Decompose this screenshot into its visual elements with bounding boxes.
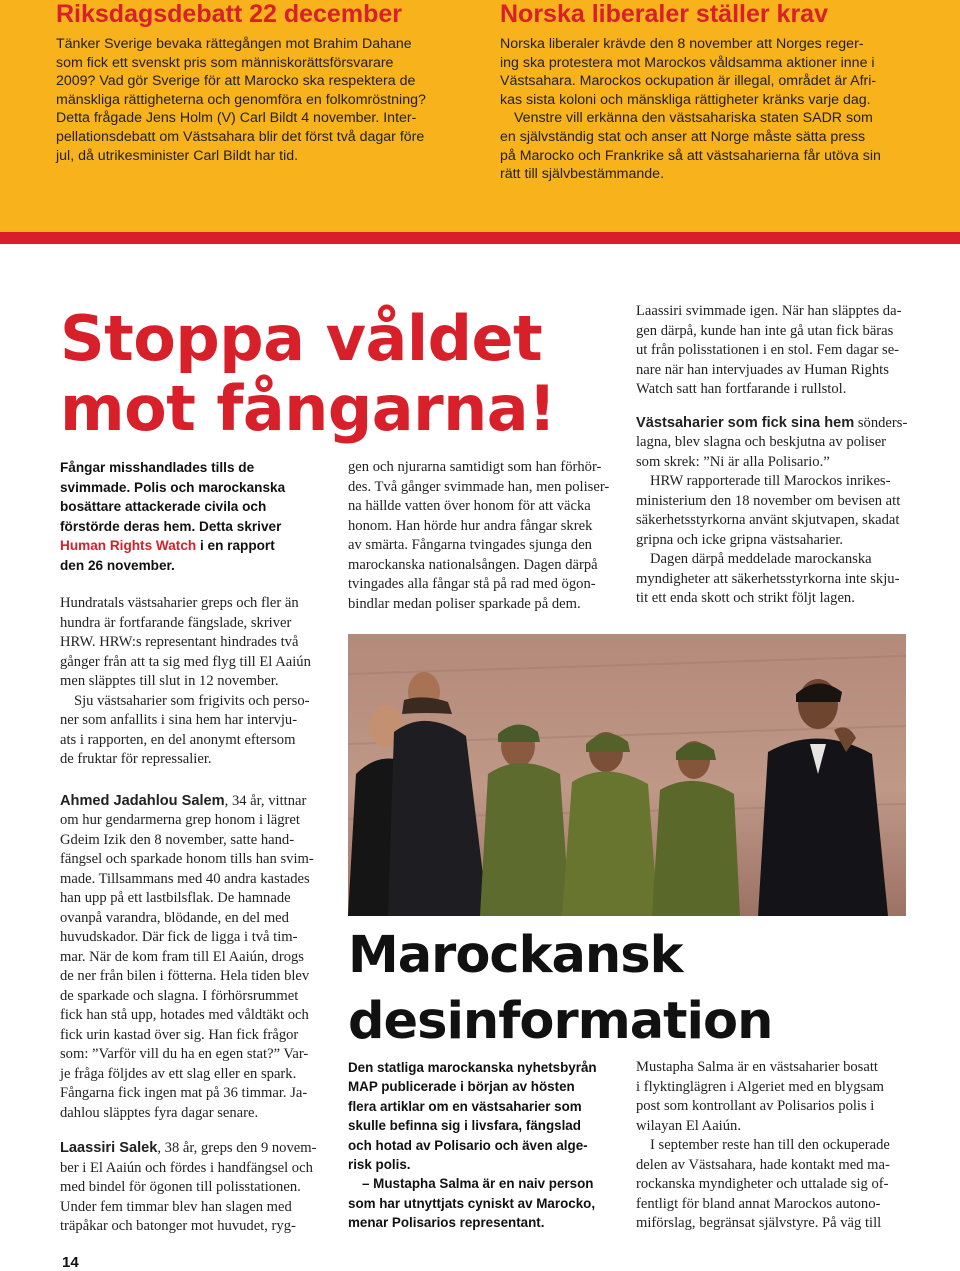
box-text-norska: Norska liberaler krävde den 8 november att Norges reger- ing ska protestera mot Marockos våldsamma aktioner inne i Västsahara. Marockos ockupation är illegal, området är Afri- kas sista koloni och mänskliga rättigheter kränks varje dag. Venstre vill erkänna den västsahariska staten SADR som en självständig stat och anser att Norge måste sätta press på Marocko och Frankrike så att västsaharierna får utöva sin rätt till självbestämmande. (500, 36, 881, 183)
paragraph-dagen-darpa: Dagen därpå meddelade marockanska myndigheter att säkerhetsstyrkorna inte skju- tit ett enda skott och strikt följt lagen. (636, 551, 900, 606)
box-text-riksdagsdebatt: Tänker Sverige bevaka rättegången mot Brahim Dahane som fick ett svenskt pris som människorättsförsvarare 2009? Vad gör Sverige för att Marocko ska respektera de mänskliga rättigheterna och genomföra en folkomröstning? Detta frågade Jens Holm (V) Carl Bildt 4 november. Inter- pellationsdebatt om Västsahara blir det först två dagar före jul, då utrikesminister Carl Bildt har tid. (56, 36, 426, 164)
name-laassiri: Laassiri Salek (60, 1140, 158, 1156)
article2-lead: Den statliga marockanska nyhetsbyrån MAP publicerade i början av hösten flera artiklar om en västsaharier som skulle befinna sig i livsfara, fängslad och hotad av Polisario och även alge- risk polis. – Mustapha Salma är en naiv person som har utnyttjats cyniskt av Marocko, menar Polisarios representant. (348, 1060, 597, 1231)
paragraph-laassiri-cont: Laassiri svimmade igen. När han släpptes da- gen därpå, kunde han inte gå utan fick bäras ut från polisstationen i en stol. Fem dagar se- nare när han intervjuades av Human Rights Watch satt han fortfarande i rullstol. (636, 303, 902, 397)
headline-line-2: mot fångarna! (60, 372, 556, 445)
headline2-line-2: desinformation (348, 992, 773, 1051)
box-title-norska: Norska liberaler ställer krav (500, 0, 828, 28)
paragraph-ahmed: Ahmed Jadahlou Salem, 34 år, vittnar om hur gendarmerna grep honom i lägret Gdeim Izik den 8 november, satte hand- fängsel och sparkade honom tills han svim- made. Tillsammans med 40 andra kastades han upp på ett lastbilsflak. De hamnade ovanpå varandra, blödande, en del med huvudskador. Där fick de ligga i två tim- mar. När de kom fram till El Aaiún, drogs de ner från bilen i fötterna. Hela tiden blev de sparkade och slagna. I förhörsrummet fick han stå upp, hotades med våldtäkt och fick urin kastad över sig. Han fick frågor som: ”Varför vill du ha en egen stat?” Var- je fråga följdes av ett slag eller en spark. Fångarna fick ingen mat på 36 timmar. Ja- dahlou släpptes fyra dagar senare. (60, 792, 314, 1121)
subhead-vastsaharier: Västsaharier som fick sina hem (636, 414, 855, 431)
hrw-highlight: Human Rights Watch (60, 538, 197, 554)
paragraph-laassiri: Laassiri Salek, 38 år, greps den 9 novem- ber i El Aaiún och fördes i handfängsel och med bindel för ögonen till polisstationen. Under fem timmar blev han slagen med träpåkar och batonger mot huvudet, ryg- (60, 1140, 317, 1234)
article-column-1 (60, 594, 320, 1237)
name-ahmed: Ahmed Jadahlou Salem (60, 792, 225, 809)
article-lead: Fångar misshandlades tills de svimmade. Polis och marockanska bosättare attackerade civila och förstörde deras hem. Detta skriver Human Rights Watch i en rapport den 26 november. (60, 460, 286, 573)
paragraph-hrw-rapport: HRW rapporterade till Marockos inrikes- ministerium den 18 november om bevisen att säkerhetsstyrkorna använt skjutvapen, skadat gripna och icke gripna västsaharier. (636, 473, 901, 548)
article2-body (636, 1058, 910, 1234)
article-column-2: gen och njurarna samtidigt som han förhör- des. Två gånger svimmade han, men poliser- na hällde vatten över honom för att väcka honom. Han hörde hur andra fångar skrek av smärta. Fångarna tvingades sjunga den marockanska nationalsången. Dagen därpå tvingades alla fångar stå på rad med ögon- bindlar medan poliser sparkade på dem. (348, 459, 610, 612)
article-column-3 (636, 302, 910, 609)
red-divider (0, 232, 960, 244)
page-number: 14 (62, 1254, 79, 1271)
paragraph-mustapha: Mustapha Salma är en västsaharier bosatt i flyktinglägren i Algeriet med en blygsam post som kontrollant av Polisarios polis i wilayan El Aaiún. (636, 1059, 885, 1134)
paragraph-september: I september reste han till den ockuperade delen av Västsahara, hade kontakt med ma- rockanska myndigheter och uttalade sig of- fentligt för bland annat Marockos autono- miförslag, begränsat självstyre. På väg till (636, 1137, 890, 1231)
news-photo-officials-and-police (348, 634, 906, 916)
paragraph-sju: Sju västsaharier som frigivits och perso- ner som anfallits i sina hem har intervju- ats i rapporten, en del anonymt eftersom de fruktar för repressalier. (60, 692, 310, 767)
headline2-line-1: Marockansk (348, 926, 683, 985)
paragraph-vastsaharier: Västsaharier som fick sina hem sönders- lagna, blev slagna och beskjutna av poliser som skrek: ”Ni är alla Polisario.” (636, 414, 908, 470)
paragraph-hundratals: Hundratals västsaharier greps och fler än hundra är fortfarande fängslade, skriver HRW. HRW:s representant hindrades två gånger från att ta sig med flyg till El Aaiún men släpptes till slut in 12 november. (60, 595, 311, 689)
headline-line-1: Stoppa våldet (60, 302, 543, 375)
box-title-riksdagsdebatt: Riksdagsdebatt 22 december (56, 0, 402, 28)
